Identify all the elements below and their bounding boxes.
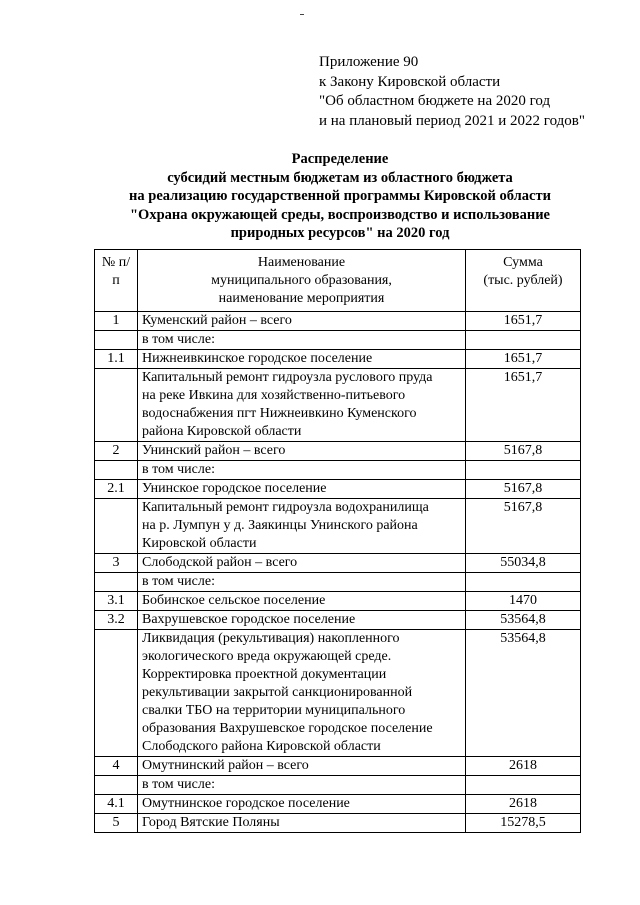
- row-number: 2: [95, 442, 138, 461]
- row-name: [138, 630, 466, 757]
- table-body: [95, 312, 581, 833]
- row-name-line: Слободской район – всего: [142, 555, 298, 570]
- row-name-line: Нижнеивкинское городское поселение: [142, 351, 373, 366]
- row-number: 1.1: [95, 350, 138, 369]
- row-number: [95, 776, 138, 795]
- row-name-line: в том числе:: [142, 777, 215, 792]
- row-number: 5: [95, 814, 138, 833]
- row-name-line: Капитальный ремонт гидроузла руслового пруда: [142, 370, 433, 385]
- table-row: [95, 480, 581, 499]
- row-name-line: в том числе:: [142, 574, 215, 589]
- row-name: [138, 795, 466, 814]
- row-sum: 5167,8: [466, 480, 581, 499]
- row-name-line: Омутнинский район – всего: [142, 758, 309, 773]
- row-name: [138, 611, 466, 630]
- row-number: [95, 369, 138, 442]
- row-name: [138, 757, 466, 776]
- row-name-line: района Кировской области: [142, 424, 302, 439]
- row-name: [138, 331, 466, 350]
- title-line: на реализацию государственной программы Кировской области: [129, 188, 551, 204]
- header-name-line: наименование мероприятия: [218, 291, 385, 306]
- row-name-line: в том числе:: [142, 462, 215, 477]
- row-sum: 1651,7: [466, 369, 581, 442]
- row-sum: 1651,7: [466, 312, 581, 331]
- table-row: [95, 350, 581, 369]
- row-name-line: Ликвидация (рекультивация) накопленного: [142, 631, 400, 646]
- row-name: [138, 442, 466, 461]
- document-title: [60, 150, 620, 243]
- annex-line: и на плановый период 2021 и 2022 годов": [319, 112, 585, 129]
- header-name-line: муниципального образования,: [211, 273, 392, 288]
- row-name-line: Кировской области: [142, 536, 257, 551]
- table-row: [95, 814, 581, 833]
- title-line: субсидий местным бюджетам из областного бюджета: [167, 169, 513, 186]
- row-sum: 5167,8: [466, 442, 581, 461]
- header-sum: [466, 250, 581, 312]
- row-name-line: Унинское городское поселение: [142, 481, 327, 496]
- row-number: 3.1: [95, 592, 138, 611]
- row-name-line: Унинский район – всего: [142, 443, 286, 458]
- table-row: [95, 573, 581, 592]
- row-name-line: Омутнинское городское поселение: [142, 796, 350, 811]
- table-row: [95, 312, 581, 331]
- row-name-line: экологического вреда окружающей среде.: [142, 649, 392, 664]
- row-name: [138, 554, 466, 573]
- row-number: [95, 499, 138, 554]
- row-sum: 5167,8: [466, 499, 581, 554]
- header-sum-line: (тыс. рублей): [483, 273, 563, 288]
- row-sum: [466, 461, 581, 480]
- title-line: природных ресурсов" на 2020 год: [230, 225, 450, 241]
- row-name: [138, 814, 466, 833]
- row-number: 1: [95, 312, 138, 331]
- row-sum: 2618: [466, 757, 581, 776]
- table-row: [95, 757, 581, 776]
- table-row: [95, 554, 581, 573]
- row-number: 3.2: [95, 611, 138, 630]
- row-name-line: Корректировка проектной документации: [142, 667, 387, 682]
- header-name: [138, 250, 466, 312]
- row-name: [138, 350, 466, 369]
- row-name-line: водоснабжения пгт Нижнеивкино Куменского: [142, 406, 417, 421]
- header-sum-line: Сумма: [503, 255, 543, 270]
- row-name-line: Вахрушевское городское поселение: [142, 612, 356, 627]
- row-sum: 53564,8: [466, 611, 581, 630]
- table-header-row: [95, 250, 581, 312]
- row-name-line: на р. Лумпун у д. Заякинцы Унинского района: [142, 518, 418, 533]
- table-row: [95, 630, 581, 757]
- row-sum: 15278,5: [466, 814, 581, 833]
- row-sum: 2618: [466, 795, 581, 814]
- row-number: 3: [95, 554, 138, 573]
- table-row: [95, 611, 581, 630]
- row-name-line: Слободского района Кировской области: [142, 739, 381, 754]
- row-name-line: на реке Ивкина для хозяйственно-питьевого: [142, 388, 406, 403]
- row-number: [95, 573, 138, 592]
- table-row: [95, 776, 581, 795]
- table-row: [95, 442, 581, 461]
- annex-line: "Об областном бюджете на 2020 год: [319, 93, 551, 109]
- header-name-line: Наименование: [257, 255, 346, 270]
- row-name-line: Город Вятские Поляны: [142, 815, 280, 830]
- row-number: [95, 630, 138, 757]
- row-number: [95, 461, 138, 480]
- row-sum: [466, 573, 581, 592]
- row-number: 4: [95, 757, 138, 776]
- table-row: [95, 331, 581, 350]
- scan-mark: [300, 14, 304, 15]
- title-line: "Охрана окружающей среды, воспроизводство и использование: [130, 206, 550, 223]
- row-name: [138, 312, 466, 331]
- row-name-line: образования Вахрушевское городское поселение: [142, 721, 433, 736]
- table-row: [95, 369, 581, 442]
- row-number: 4.1: [95, 795, 138, 814]
- row-name: [138, 480, 466, 499]
- table-row: [95, 461, 581, 480]
- row-sum: 1651,7: [466, 350, 581, 369]
- row-sum: [466, 776, 581, 795]
- header-number: № п/п: [95, 250, 138, 312]
- row-name-line: Бобинское сельское поселение: [142, 593, 326, 608]
- annex-line: Приложение 90: [319, 54, 419, 70]
- row-name: [138, 461, 466, 480]
- row-sum: 55034,8: [466, 554, 581, 573]
- table-row: [95, 499, 581, 554]
- subsidy-table: [94, 249, 581, 833]
- row-name: [138, 592, 466, 611]
- row-number: 2.1: [95, 480, 138, 499]
- row-name: [138, 776, 466, 795]
- row-sum: 53564,8: [466, 630, 581, 757]
- title-line: Распределение: [291, 151, 389, 167]
- row-name: [138, 499, 466, 554]
- row-name-line: Капитальный ремонт гидроузла водохранилища: [142, 500, 429, 515]
- table-row: [95, 795, 581, 814]
- row-number: [95, 331, 138, 350]
- row-sum: [466, 331, 581, 350]
- table-row: [95, 592, 581, 611]
- row-sum: 1470: [466, 592, 581, 611]
- annex-line: к Закону Кировской области: [319, 73, 501, 90]
- row-name-line: Куменский район – всего: [142, 313, 292, 328]
- annex-block: [319, 53, 585, 131]
- row-name-line: в том числе:: [142, 332, 215, 347]
- row-name: [138, 369, 466, 442]
- row-name-line: свалки ТБО на территории муниципального: [142, 703, 406, 718]
- row-name: [138, 573, 466, 592]
- row-name-line: рекультивации закрытой санкционированной: [142, 685, 413, 700]
